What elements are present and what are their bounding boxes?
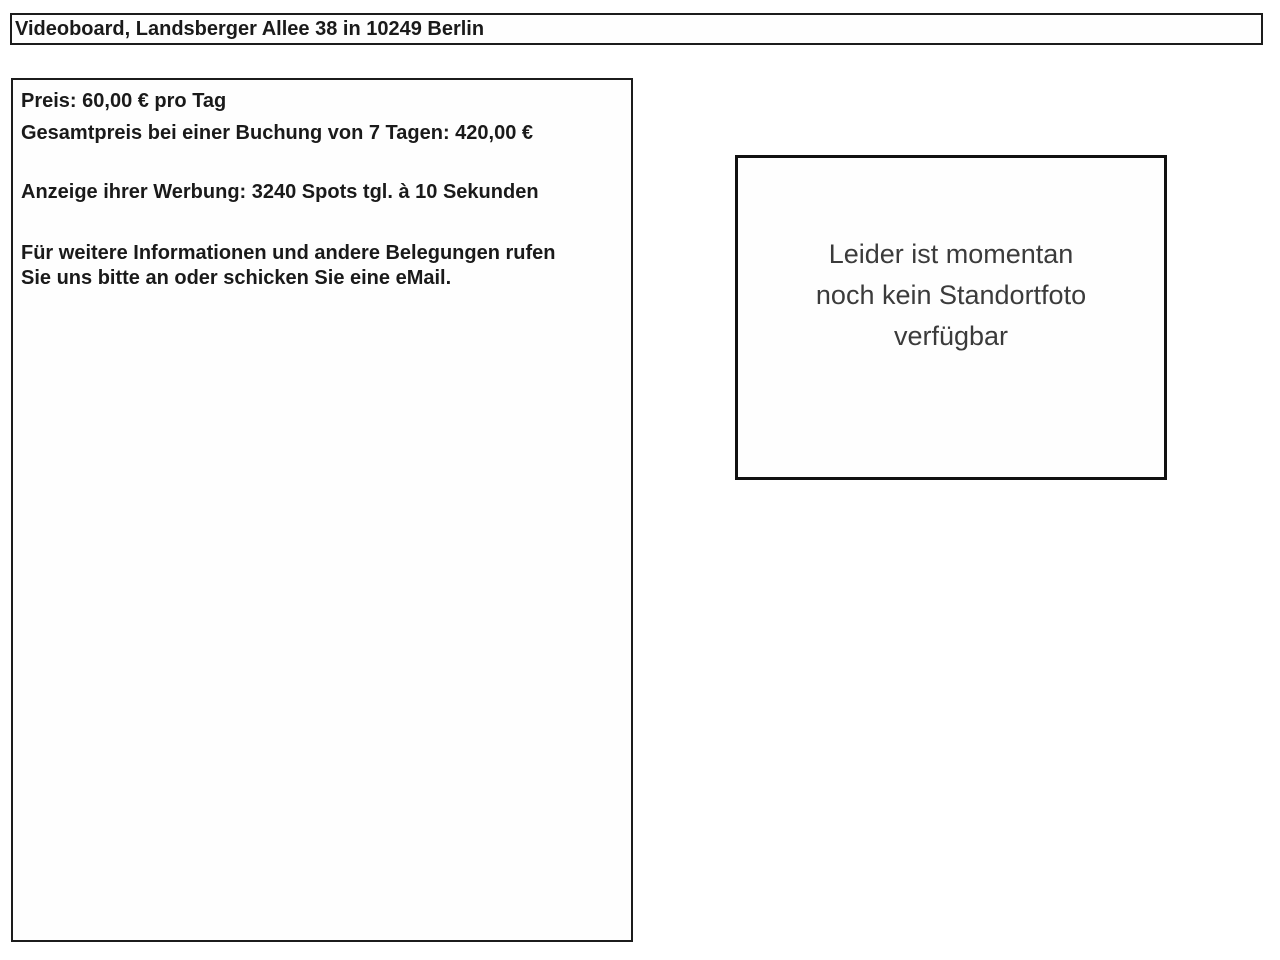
contact-note-line-2: Sie uns bitte an oder schicken Sie eine eMail. xyxy=(21,267,452,289)
title-bar xyxy=(10,13,1263,45)
placeholder-text-line-3: verfügbar xyxy=(893,321,1009,351)
contact-note xyxy=(21,241,623,291)
price-line: Preis: 60,00 € pro Tag xyxy=(21,90,227,112)
total-price-line: Gesamtpreis bei einer Buchung von 7 Tagen: 420,00 € xyxy=(21,122,534,144)
spots-line: Anzeige ihrer Werbung: 3240 Spots tgl. à 10 Sekunden xyxy=(21,181,539,203)
photo-placeholder xyxy=(735,155,1167,480)
contact-note-line-1: Für weitere Informationen und andere Belegungen rufen xyxy=(21,242,556,264)
info-panel xyxy=(11,78,633,942)
placeholder-text-line-1: Leider ist momentan xyxy=(828,239,1074,269)
page-title: Videoboard, Landsberger Allee 38 in 10249 Berlin xyxy=(15,17,485,40)
placeholder-text-line-2: noch kein Standortfoto xyxy=(815,280,1087,310)
